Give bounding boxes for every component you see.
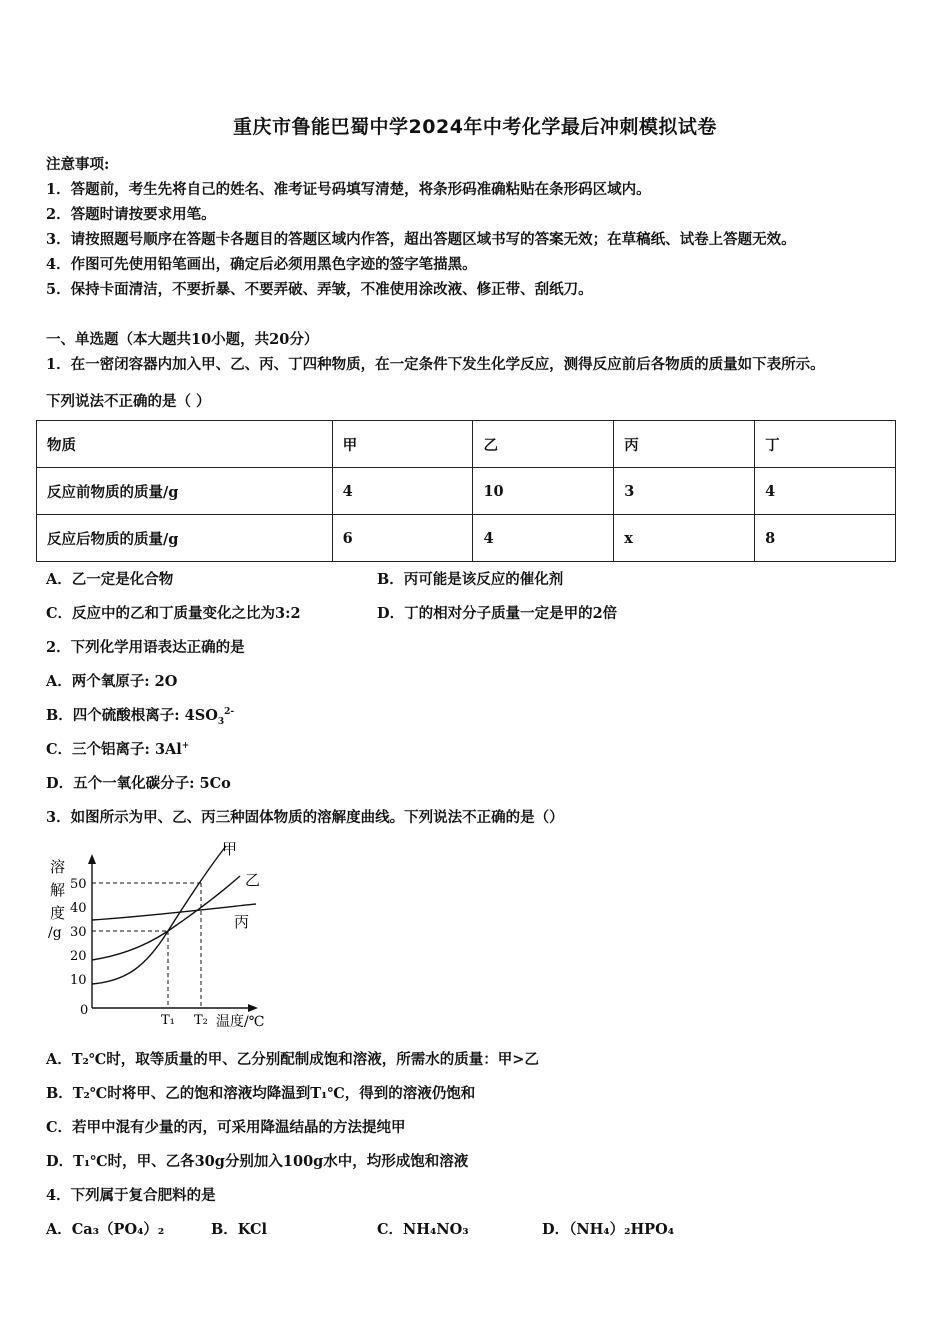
table-row — [37, 468, 896, 515]
q4-option-d: D．（NH₄）₂HPO₄ — [542, 1221, 675, 1238]
table-cell: 丁 — [755, 421, 896, 468]
table-row — [37, 515, 896, 562]
question-4-stem: 4．下列属于复合肥料的是 — [46, 1187, 216, 1204]
mass-table — [36, 420, 896, 562]
question-1-stem: 1．在一密闭容器内加入甲、乙、丙、丁四种物质，在一定条件下发生化学反应，测得反应前后各物质的质量如下表所示。 — [46, 356, 825, 373]
y-axis-arrow — [88, 854, 96, 864]
notice-item: 4．作图可先使用铅笔画出，确定后必须用黑色字迹的签字笔描黑。 — [46, 256, 477, 273]
q1-option-a: A．乙一定是化合物 — [46, 571, 174, 588]
table-cell: 丙 — [614, 421, 755, 468]
x-tick-label: T₁ — [161, 1013, 175, 1028]
q2-option-b-superscript: 2- — [224, 707, 235, 718]
notice-item: 5．保持卡面清洁，不要折暴、不要弄破、弄皱，不准使用涂改液、修正带、刮纸刀。 — [46, 281, 593, 298]
y-tick-label: 40 — [70, 901, 87, 916]
table-cell: 甲 — [332, 421, 473, 468]
table-cell: 3 — [614, 468, 755, 515]
notice-item: 2．答题时请按要求用笔。 — [46, 206, 216, 223]
q4-option-a: A．Ca₃（PO₄）₂ — [46, 1221, 165, 1238]
series-label-yi: 乙 — [245, 871, 261, 889]
x-tick-label: T₂ — [194, 1013, 208, 1028]
table-cell: 反应前物质的质量/g — [37, 468, 333, 515]
question-1-stem-2: 下列说法不正确的是（ ） — [46, 393, 211, 410]
q1-option-d: D．丁的相对分子质量一定是甲的2倍 — [377, 605, 618, 622]
question-2-stem: 2．下列化学用语表达正确的是 — [46, 639, 245, 656]
y-tick-label: 50 — [70, 877, 87, 892]
table-cell: 4 — [473, 515, 614, 562]
notice-item: 3．请按照题号顺序在答题卡各题目的答题区域内作答，超出答题区域书写的答案无效；在草稿纸、试卷上答题无效。 — [46, 231, 796, 248]
series-label-bing: 丙 — [234, 913, 250, 931]
q3-option-d: D．T₁℃时，甲、乙各30g分别加入100g水中，均形成饱和溶液 — [46, 1153, 469, 1170]
table-row — [37, 421, 896, 468]
question-3-stem: 3．如图所示为甲、乙、丙三种固体物质的溶解度曲线。下列说法不正确的是（） — [46, 809, 564, 826]
y-tick-label: 20 — [70, 949, 87, 964]
q2-option-a: A．两个氧原子: 2O — [46, 673, 178, 690]
series-label-jia: 甲 — [222, 840, 238, 858]
notice-heading: 注意事项: — [46, 156, 110, 173]
section-heading: 一、单选题（本大题共10小题，共20分） — [46, 331, 319, 348]
q2-option-c-text: C．三个铝离子: 3Al — [46, 741, 182, 758]
table-cell: 物质 — [37, 421, 333, 468]
solubility-chart — [40, 838, 280, 1028]
table-cell: 反应后物质的质量/g — [37, 515, 333, 562]
q2-option-b-text: B．四个硫酸根离子: 4SO — [46, 707, 218, 724]
y-tick-label: 30 — [70, 925, 87, 940]
x-axis-label: 温度/℃ — [216, 1014, 265, 1028]
table-cell: x — [614, 515, 755, 562]
q4-option-c: C．NH₄NO₃ — [377, 1221, 469, 1238]
origin-label: 0 — [80, 1003, 89, 1018]
y-axis-label-char: /g — [48, 925, 62, 941]
q2-option-d: D．五个一氧化碳分子: 5Co — [46, 775, 231, 792]
table-cell: 4 — [332, 468, 473, 515]
q3-option-a: A．T₂℃时，取等质量的甲、乙分别配制成饱和溶液，所需水的质量：甲>乙 — [46, 1051, 539, 1068]
y-axis-label-char: 溶 — [50, 858, 66, 876]
table-cell: 4 — [755, 468, 896, 515]
y-tick-label: 10 — [70, 973, 87, 988]
page-title: 重庆市鲁能巴蜀中学2024年中考化学最后冲刺模拟试卷 — [233, 116, 717, 138]
q1-option-b: B．丙可能是该反应的催化剂 — [377, 571, 564, 588]
y-axis-label-char: 度 — [50, 904, 66, 922]
q3-option-c: C．若甲中混有少量的丙，可采用降温结晶的方法提纯甲 — [46, 1119, 406, 1136]
x-axis-arrow — [248, 1004, 258, 1012]
table-cell: 8 — [755, 515, 896, 562]
y-axis-label-char: 解 — [50, 881, 66, 899]
curve-bing — [92, 904, 256, 920]
q2-option-b — [46, 704, 234, 727]
q4-option-b: B．KCl — [211, 1221, 268, 1238]
table-cell: 10 — [473, 468, 614, 515]
table-cell: 6 — [332, 515, 473, 562]
q2-option-c — [46, 738, 189, 759]
q2-option-b-subscript: 3 — [217, 716, 225, 727]
q1-option-c: C．反应中的乙和丁质量变化之比为3:2 — [46, 605, 301, 622]
table-cell: 乙 — [473, 421, 614, 468]
curve-jia — [92, 846, 226, 984]
q2-option-c-superscript: + — [181, 741, 190, 752]
q3-option-b: B．T₂℃时将甲、乙的饱和溶液均降温到T₁℃，得到的溶液仍饱和 — [46, 1085, 476, 1102]
notice-item: 1．答题前，考生先将自己的姓名、准考证号码填写清楚，将条形码准确粘贴在条形码区域内。 — [46, 181, 651, 198]
